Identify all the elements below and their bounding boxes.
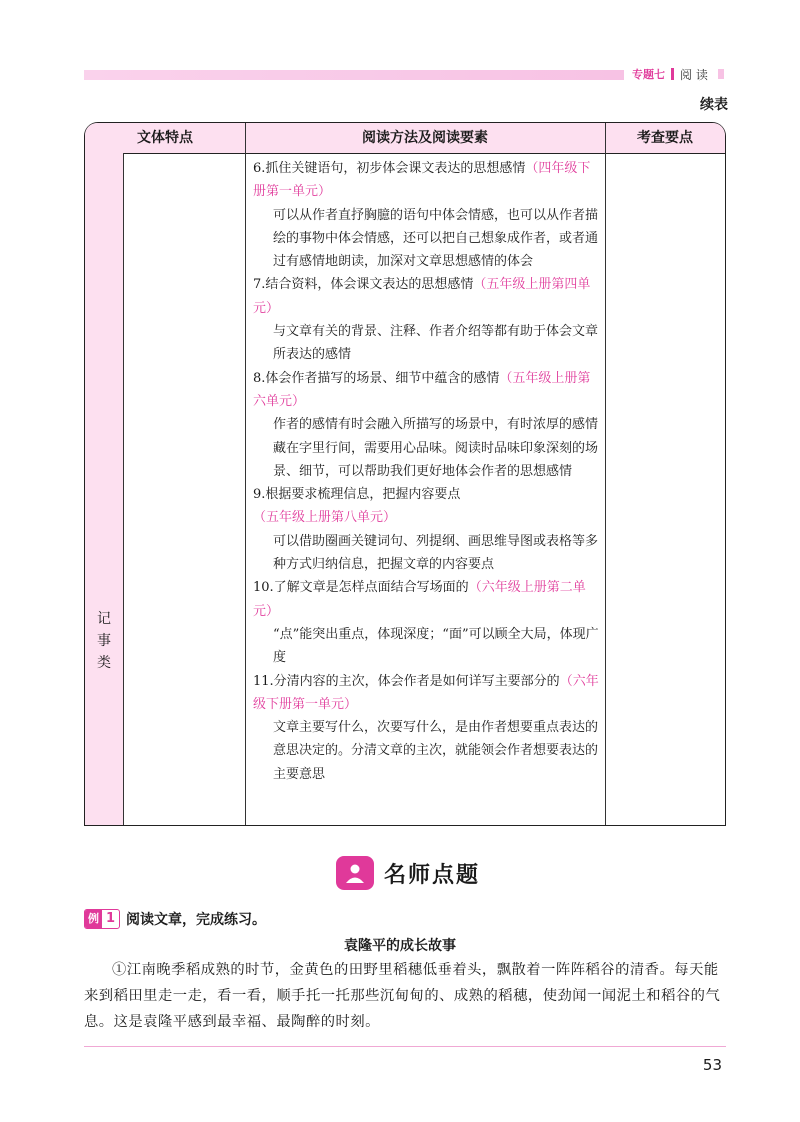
page-number: 53 <box>702 1056 722 1074</box>
footer-divider <box>84 1046 726 1047</box>
column-divider <box>245 123 246 825</box>
banner-title: 名师点题 <box>384 862 481 888</box>
method-item <box>253 483 603 576</box>
unit-reference: （六年级下册第一单元） <box>253 673 599 712</box>
method-item <box>253 576 603 669</box>
method-explanation: “点”能突出重点，体现深度；“面”可以顾全大局，体现广度 <box>273 626 599 666</box>
example-tag-prefix: 例 <box>85 910 102 928</box>
category-char: 类 <box>97 655 111 671</box>
unit-reference: （五年级上册第四单元） <box>253 277 591 316</box>
column-divider <box>123 153 124 825</box>
header-methods: 阅读方法及阅读要素 <box>362 130 488 146</box>
header-decor-bar <box>84 70 624 80</box>
example-tag-number: 1 <box>106 911 116 926</box>
header-section-label <box>632 64 724 84</box>
method-item <box>253 157 603 273</box>
unit-reference: （六年级上册第二单元） <box>253 580 586 619</box>
header-separator <box>671 68 674 80</box>
category-label <box>95 608 113 674</box>
column-divider <box>605 123 606 825</box>
method-title: 6.抓住关键语句，初步体会课文表达的思想感情 <box>253 161 526 176</box>
method-explanation: 可以借助圈画关键词句、列提纲、画思维导图或表格等多种方式归纳信息，把握文章的内容要点 <box>273 533 599 573</box>
method-explanation: 作者的感情有时会融入所描写的场景中，有时浓厚的感情藏在字里行间，需要用心品味。阅读时品味印象深刻的场景、细节，可以帮助我们更好地体会作者的思想感情 <box>273 417 599 479</box>
category-cell <box>85 153 123 825</box>
table-header-row <box>85 123 725 154</box>
story-title: 袁隆平的成长故事 <box>344 938 456 954</box>
method-item <box>253 367 603 483</box>
header-key-points: 考查要点 <box>637 130 693 146</box>
unit-reference: （五年级上册第六单元） <box>253 370 591 409</box>
example-heading <box>84 909 266 929</box>
method-item <box>253 670 603 786</box>
method-explanation: 与文章有关的背景、注释、作者介绍等都有助于体会文章所表达的感情 <box>273 324 599 363</box>
example-tag <box>84 909 120 929</box>
story-paragraph: ①江南晚季稻成熟的时节，金黄色的田野里稻穗低垂着头，飘散着一阵阵稻谷的清香。每天能来到稻田里走一走，看一看，顺手托一托那些沉甸甸的、成熟的稻穗，使劲闻一闻泥土和稻谷的气息。这是袁隆平感到最幸福、最陶醉的时刻。 <box>84 962 721 1030</box>
method-item <box>253 273 603 366</box>
method-title: 11.分清内容的主次，体会作者是如何详写主要部分的 <box>253 673 560 689</box>
category-char: 记 <box>97 611 111 627</box>
method-explanation: 文章主要写什么，次要写什么，是由作者想要重点表达的意思决定的。分清文章的主次，就能领会作者想要表达的主要意思 <box>273 720 599 782</box>
method-title: 10.了解文章是怎样点面结合写场面的 <box>253 580 469 596</box>
teacher-icon <box>336 856 374 890</box>
unit-reference: （四年级下册第一单元） <box>253 161 591 200</box>
method-title: 8.体会作者描写的场景、细节中蕴含的感情 <box>253 370 500 386</box>
example-instruction: 阅读文章，完成练习。 <box>126 912 267 928</box>
method-explanation: 可以从作者直抒胸臆的语句中体会情感，也可以从作者描绘的事物中体会情感，还可以把自己想象成作者，或者通过有感情地朗读，加深对文章思想感情的体会 <box>273 207 599 270</box>
methods-content <box>253 157 603 786</box>
reading-methods-table <box>84 122 726 826</box>
section-label: 阅 读 <box>680 67 708 82</box>
header-tail-decor <box>718 69 724 79</box>
continued-label: 续表 <box>700 97 728 113</box>
topic-label: 专题七 <box>632 68 665 81</box>
category-char: 事 <box>97 633 111 649</box>
method-title: 7.结合资料，体会课文表达的思想感情 <box>253 277 474 293</box>
section-banner <box>336 855 480 891</box>
method-title: 9.根据要求梳理信息，把握内容要点 <box>253 487 461 503</box>
header-genre: 文体特点 <box>137 130 193 146</box>
unit-reference: （五年级上册第八单元） <box>253 510 397 526</box>
